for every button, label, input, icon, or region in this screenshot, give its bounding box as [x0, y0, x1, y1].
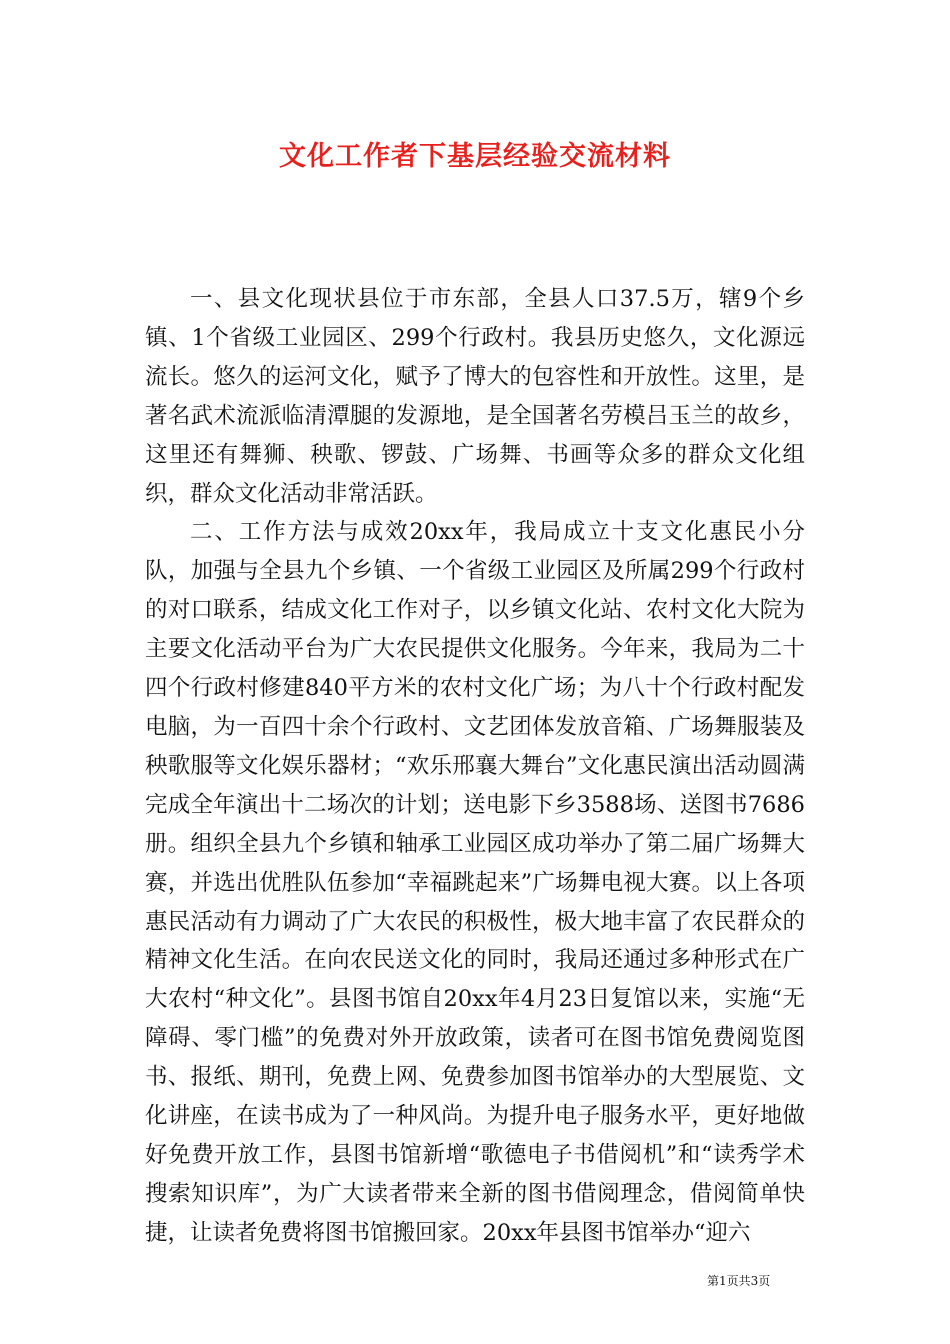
document-body: [145, 280, 805, 1253]
paragraph-methods-results: 二、工作方法与成效20xx年，我局成立十支文化惠民小分队，加强与全县九个乡镇、一个省级工业园区及所属299个行政村的对口联系，结成文化工作对子，以乡镇文化站、农村文化大院为主要文化活动平台为广大农民提供文化服务。今年来，我局为二十四个行政村修建840平方米的农村文化广场；为八十个行政村配发电脑，为一百四十余个行政村、文艺团体发放音箱、广场舞服装及秧歌服等文化娱乐器材；“欢乐邢襄大舞台”文化惠民演出活动圆满完成全年演出十二场次的计划；送电影下乡3588场、送图书7686册。组织全县九个乡镇和轴承工业园区成功举办了第二届广场舞大赛，并选出优胜队伍参加“幸福跳起来”广场舞电视大赛。以上各项惠民活动有力调动了广大农民的积极性，极大地丰富了农民群众的精神文化生活。在向农民送文化的同时，我局还通过多种形式在广大农村“种文化”。县图书馆自20xx年4月23日复馆以来，实施“无障碍、零门槛”的免费对外开放政策，读者可在图书馆免费阅览图书、报纸、期刊，免费上网、免费参加图书馆举办的大型展览、文化讲座，在读书成为了一种风尚。为提升电子服务水平，更好地做好免费开放工作，县图书馆新增“歌德电子书借阅机”和“读秀学术搜索知识库”，为广大读者带来全新的图书借阅理念，借阅简单快捷，让读者免费将图书馆搬回家。20xx年县图书馆举办“迎六: [145, 519, 805, 1246]
paragraph-county-culture: 一、县文化现状县位于市东部，全县人口37.5万，辖9个乡镇、1个省级工业园区、299个行政村。我县历史悠久，文化源远流长。悠久的运河文化，赋予了博大的包容性和开放性。这里，是著名武术流派临清潭腿的发源地，是全国著名劳模吕玉兰的故乡，这里还有舞狮、秧歌、锣鼓、广场舞、书画等众多的群众文化组织，群众文化活动非常活跃。: [145, 286, 805, 507]
page-number-footer: 第1页共3页: [707, 1274, 771, 1288]
page-title: 文化工作者下基层经验交流材料: [279, 141, 671, 172]
